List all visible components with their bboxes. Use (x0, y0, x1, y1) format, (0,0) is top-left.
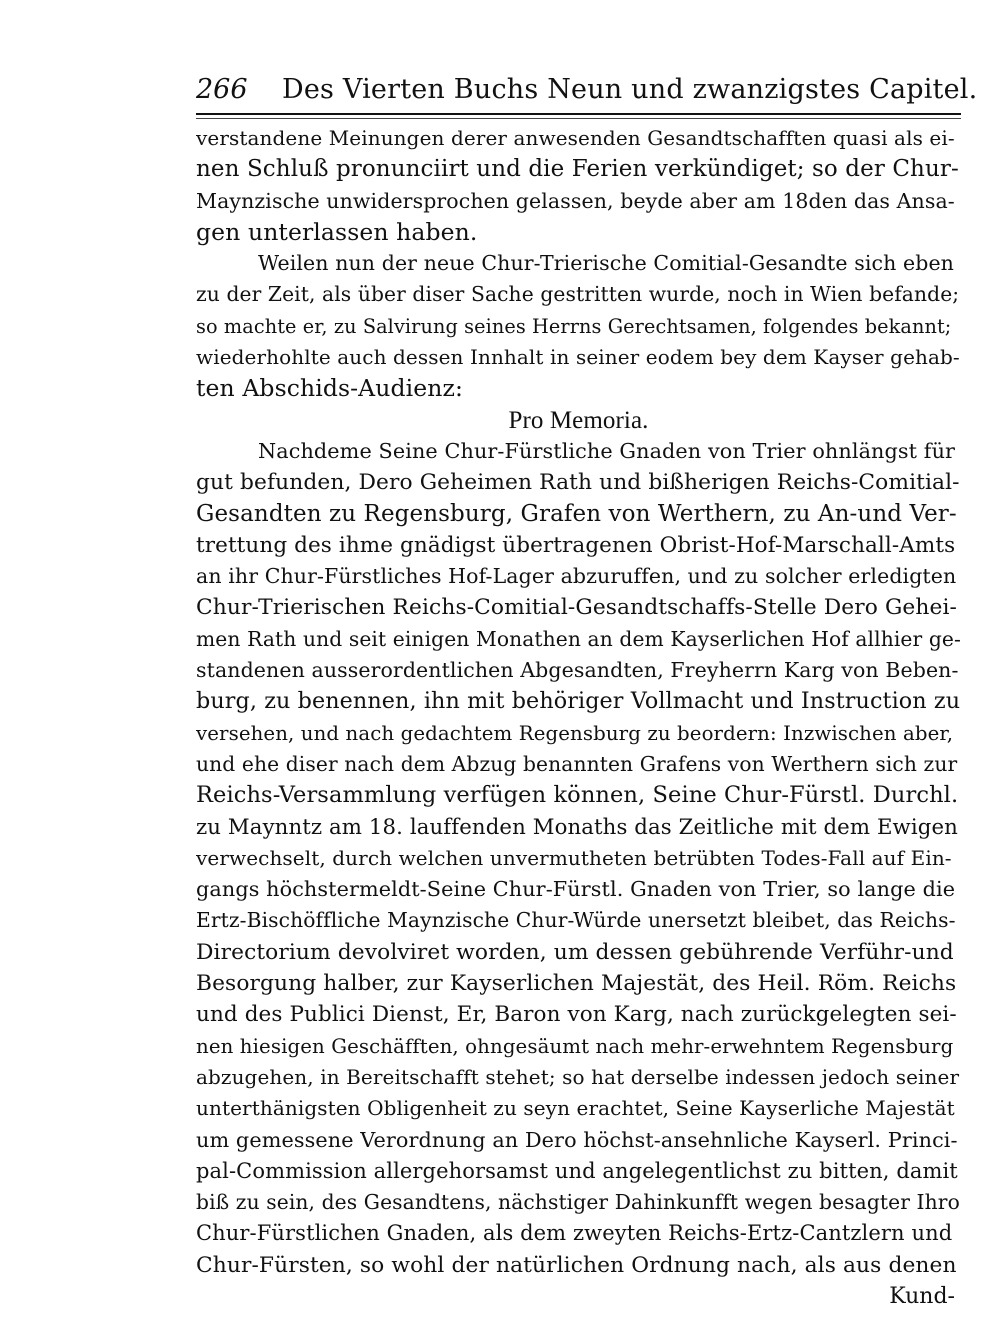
text-line: Besorgung halber, zur Kayserlichen Majestät, des Heil. Röm. Reichs (196, 971, 957, 997)
text-line: und des Publici Dienst, Er, Baron von Karg, nach zurückgelegten sei- (196, 1002, 957, 1028)
text-line: ten Abschids-Audienz: (196, 374, 463, 403)
page-header (196, 70, 978, 114)
text-line: so machte er, zu Salvirung seines Herrns Gerechtsamen, folgendes bekannt; (196, 314, 952, 338)
text-line: nen Schluß pronunciirt und die Ferien verkündiget; so der Chur- (196, 156, 959, 183)
text-line: pal-Commission allergehorsamst und angelegentlichst zu bitten, damit (196, 1158, 958, 1183)
text-line: men Rath und seit einigen Monathen an dem Kayserlichen Hof allhier ge- (196, 626, 961, 651)
section-heading: Pro Memoria. (508, 406, 649, 434)
text-line: biß zu sein, des Gesandtens, nächstiger Dahinkunfft wegen besagter Ihro (196, 1190, 960, 1215)
text-line: gangs höchstermeldt-Seine Chur-Fürstl. Gnaden von Trier, so lange die (196, 877, 956, 902)
text-line: und ehe diser nach dem Abzug benannten Grafens von Werthern sich zur (196, 751, 958, 776)
text-line: Weilen nun der neue Chur-Trierische Comitial-Gesandte sich eben (258, 251, 954, 276)
header-rule-thin (196, 118, 961, 119)
text-line: standenen ausserordentlichen Abgesandten, Freyherrn Karg von Beben- (196, 658, 959, 683)
page-number: 266 (196, 74, 248, 105)
text-line: gen unterlassen haben. (196, 217, 478, 246)
text-line: an ihr Chur-Fürstliches Hof-Lager abzuruffen, und zu solcher erledigten (196, 564, 957, 589)
text-line: Gesandten zu Regensburg, Grafen von Werthern, zu An-und Ver- (196, 500, 957, 527)
text-line: burg, zu benennen, ihn mit behöriger Vollmacht und Instruction zu (196, 688, 961, 715)
text-line: versehen, und nach gedachtem Regensburg zu beordern: Inzwischen aber, (196, 721, 954, 745)
running-title: Des Vierten Buchs Neun und zwanzigstes Capitel. (282, 74, 978, 105)
text-line: wiederhohlte auch dessen Innhalt in seiner eodem bey dem Kayser gehab- (196, 345, 960, 370)
text-line: zu Maynntz am 18. lauffenden Monaths das Zeitliche mit dem Ewigen (196, 814, 958, 840)
header-rule (196, 113, 961, 115)
text-line: Ertz-Bischöffliche Maynzische Chur-Würde unersetzt bleibet, das Reichs- (196, 908, 956, 933)
text-line: Directorium devolviret worden, um dessen gebührende Verführ-und (196, 939, 954, 965)
catchword: Kund- (889, 1283, 955, 1309)
text-line: Chur-Fürstlichen Gnaden, als dem zweyten Reichs-Ertz-Cantzlern und (196, 1221, 953, 1246)
text-line: Chur-Trierischen Reichs-Comitial-Gesandtschaffs-Stelle Dero Gehei- (196, 595, 957, 621)
text-line: verwechselt, durch welchen unvermutheten betrübten Todes-Fall auf Ein- (196, 845, 952, 870)
text-line: um gemessene Verordnung an Dero höchst-ansehnliche Kayserl. Princi- (196, 1127, 958, 1152)
text-line: Chur-Fürsten, so wohl der natürlichen Ordnung nach, als aus denen (196, 1252, 957, 1278)
text-line: nen hiesigen Geschäfften, ohngesäumt nach mehr-erwehntem Regensburg (196, 1034, 954, 1058)
text-line: Nachdeme Seine Chur-Fürstliche Gnaden von Trier ohnlängst für (258, 438, 956, 463)
text-line: zu der Zeit, als über diser Sache gestritten wurde, noch in Wien befande; (196, 282, 960, 307)
body-text (196, 123, 961, 1312)
text-line: trettung des ihme gnädigst übertragenen Obrist-Hof-Marschall-Amts (196, 532, 956, 558)
text-line: verstandene Meinungen derer anwesenden Gesandtschafften quasi als ei- (196, 126, 955, 150)
text-line: unterthänigsten Obligenheit zu seyn erachtet, Seine Kayserliche Majestät (196, 1096, 955, 1121)
text-line: gut befunden, Dero Geheimen Rath und bißherigen Reichs-Comitial- (196, 470, 960, 496)
text-line: Maynzische unwidersprochen gelassen, beyde aber am 18den das Ansa- (196, 188, 955, 213)
text-line: abzugehen, in Bereitschafft stehet; so hat derselbe indessen jedoch seiner (196, 1064, 960, 1089)
text-line: Reichs-Versammlung verfügen können, Seine Chur-Fürstl. Durchl. (196, 782, 959, 809)
